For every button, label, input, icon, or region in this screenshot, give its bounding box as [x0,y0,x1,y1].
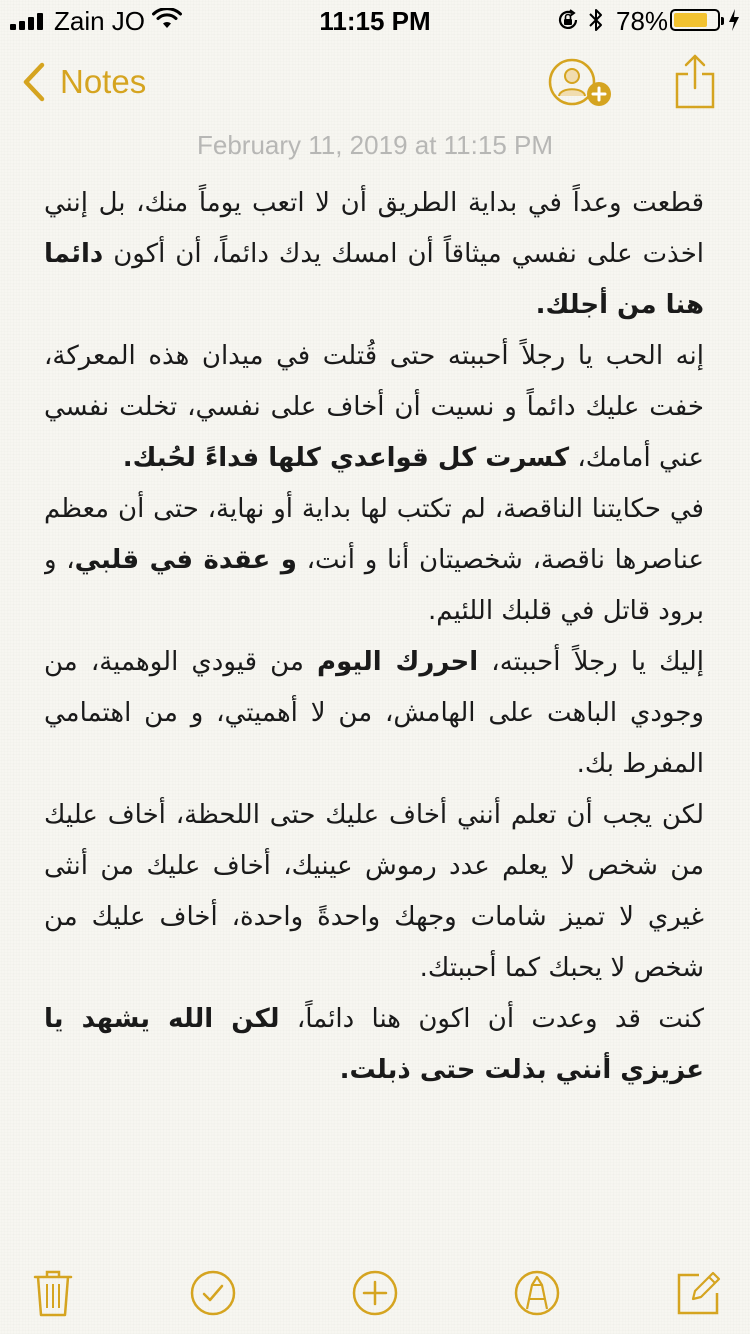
carrier-name: Zain JO [54,6,146,36]
note-text: قطعت وعداً في بداية الطريق أن لا اتعب يوماً منك، بل إنني اخذت على نفسي ميثاقاً أن امسك يدك دائماً، أن أكون [44,188,704,269]
share-icon [674,52,716,110]
back-label: Notes [60,63,147,100]
note-text: في حكايتنا الناقصة، لم تكتب لها بداية أو نهاية، حتى أن معظم عناصرها ناقصة، شخصيتان أنا و أنت، [44,494,704,575]
note-bold-text: دائما هنا من أجلك. [44,239,704,320]
back-to-notes-button[interactable] [22,62,146,102]
checklist-button[interactable] [188,1266,238,1320]
note-paragraph [44,994,704,1096]
share-button[interactable] [674,52,716,110]
note-text: لكن يجب أن تعلم أنني أخاف عليك حتى اللحظة، أخاف عليك من شخص لا يعلم عدد رموش عينيك، أخاف عليك من أنثى غيري لا تميز شامات وجهك واحدةً واحدة، أخاف عليك من شخص لا يحبك كما أحببتك. [44,800,704,983]
note-text: ، و برود قاتل في قلبك اللئيم. [44,545,704,626]
note-bold-text: كسرت كل قواعدي كلها فداءً لحُبك. [122,443,570,473]
note-bold-text: احررك اليوم [317,647,479,677]
battery-icon [670,9,720,31]
battery-percentage: 78% [616,6,669,36]
add-person-icon [548,58,614,110]
battery-level-fill [674,13,707,27]
add-icon [351,1269,399,1317]
note-paragraph [44,331,704,484]
delete-note-button[interactable] [28,1266,78,1320]
bottom-toolbar [0,1252,750,1334]
status-bar [0,0,750,40]
sketch-icon [513,1269,561,1317]
trash-icon [33,1268,73,1318]
compose-button[interactable] [674,1266,724,1320]
note-text: كنت قد وعدت أن اكون هنا دائماً، [279,1004,704,1034]
note-paragraph [44,790,704,994]
note-date: February 11, 2019 at 11:15 PM [196,130,554,160]
note-paragraph [44,484,704,637]
rotation-lock-icon [556,8,580,32]
note-paragraph [44,637,704,790]
note-text: من قيودي الوهمية، من وجودي الباهت على الهامش، من لا أهميتي، و من اهتمامي المفرط بك. [44,647,704,779]
note-text: إنه الحب يا رجلاً أحببته حتى قُتلت في ميدان هذه المعركة، خفت عليك دائماً و نسيت أن أخاف على نفسي، تخلت نفسي عني أمامك، [44,341,704,473]
note-bold-text: لكن الله يشهد يا عزيزي أنني بذلت حتى ذبلت. [44,1004,704,1085]
checklist-icon [189,1269,237,1317]
bluetooth-icon [588,7,604,33]
charging-icon [728,8,740,32]
note-paragraph [44,178,704,331]
compose-icon [675,1269,723,1317]
note-body[interactable] [44,178,704,1238]
add-button[interactable] [350,1266,400,1320]
note-bold-text: و عقدة في قلبي [74,545,297,575]
status-time: 11:15 PM [319,6,431,36]
sketch-button[interactable] [512,1266,562,1320]
chevron-left-icon [22,62,46,102]
add-people-button[interactable] [548,58,614,110]
note-text: إليك يا رجلاً أحببته، [478,647,704,677]
